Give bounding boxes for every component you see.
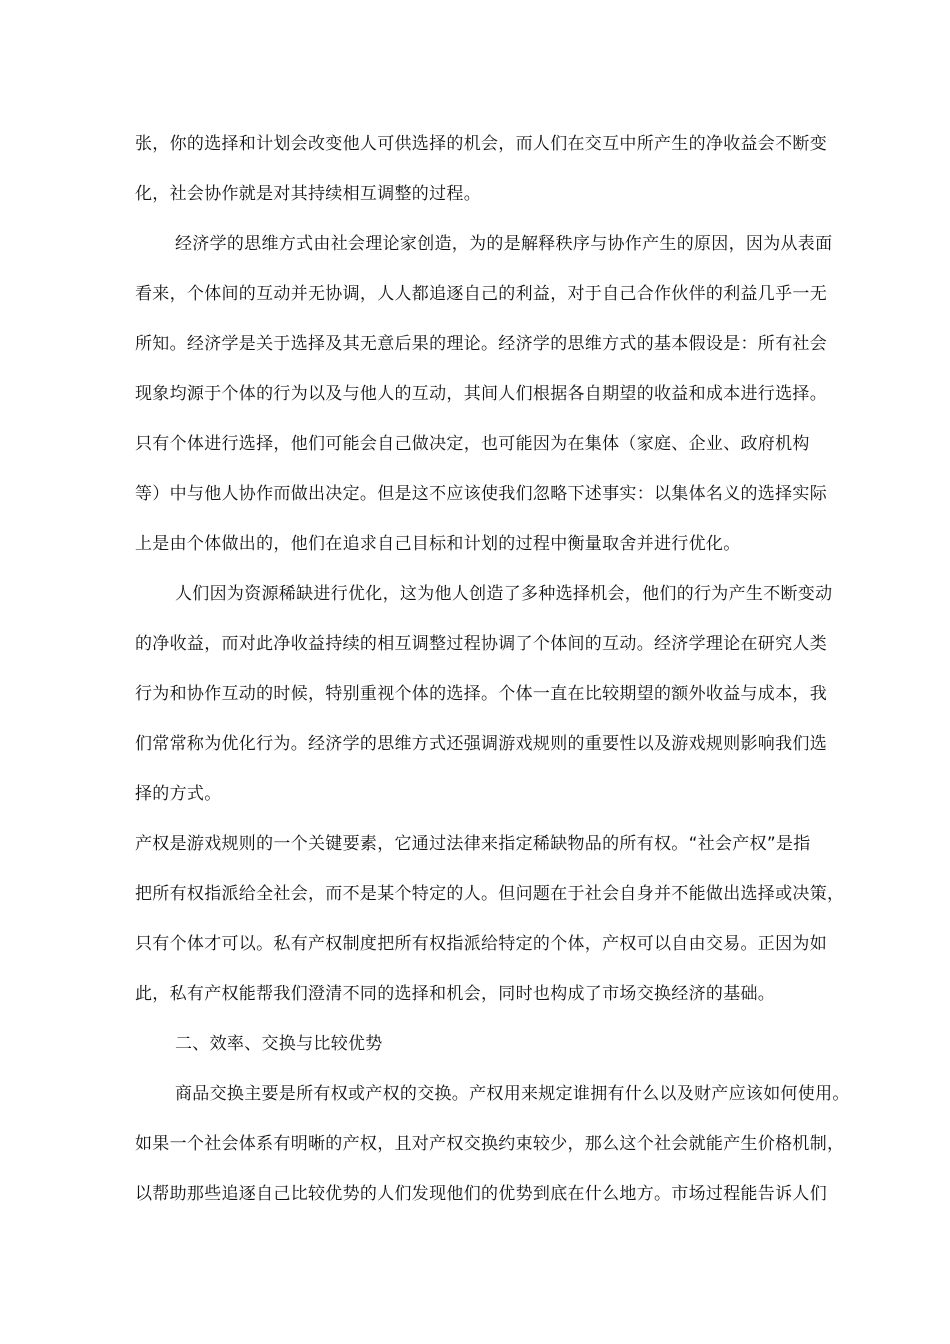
text-line: 此，私有产权能帮我们澄清不同的选择和机会，同时也构成了市场交换经济的基础。 — [135, 984, 776, 1004]
text-line: 上是由个体做出的，他们在追求自己目标和计划的过程中衡量取舍并进行优化。 — [135, 534, 741, 554]
section-heading: 二、效率、交换与比较优势 — [175, 1034, 383, 1054]
text-line: 如果一个社会体系有明晰的产权，且对产权交换约束较少，那么这个社会就能产生价格机制， — [135, 1134, 845, 1154]
text-line: 商品交换主要是所有权或产权的交换。产权用来规定谁拥有什么以及财产应该如何使用。 — [175, 1084, 850, 1104]
text-line: 择的方式。 — [135, 784, 222, 804]
text-line: 所知。经济学是关于选择及其无意后果的理论。经济学的思维方式的基本假设是：所有社会 — [135, 334, 827, 354]
text-line: 行为和协作互动的时候，特别重视个体的选择。个体一直在比较期望的额外收益与成本，我 — [135, 684, 827, 704]
text-line: 只有个体进行选择，他们可能会自己做决定，也可能因为在集体（家庭、企业、政府机构 — [135, 434, 810, 454]
text-line: 化，社会协作就是对其持续相互调整的过程。 — [135, 184, 481, 204]
text-line: 把所有权指派给全社会，而不是某个特定的人。但问题在于社会自身并不能做出选择或决策， — [135, 884, 845, 904]
text-line: 张，你的选择和计划会改变他人可供选择的机会，而人们在交互中所产生的净收益会不断变 — [135, 134, 827, 154]
text-line: 产权是游戏规则的一个关键要素，它通过法律来指定稀缺物品的所有权。“社会产权”是指 — [135, 834, 811, 854]
text-line: 现象均源于个体的行为以及与他人的互动，其间人们根据各自期望的收益和成本进行选择。 — [135, 384, 827, 404]
text-line: 经济学的思维方式由社会理论家创造，为的是解释秩序与协作产生的原因，因为从表面 — [175, 234, 833, 254]
text-line: 看来，个体间的互动并无协调，人人都追逐自己的利益，对于自己合作伙伴的利益几乎一无 — [135, 284, 827, 304]
text-line: 只有个体才可以。私有产权制度把所有权指派给特定的个体，产权可以自由交易。正因为如 — [135, 934, 827, 954]
text-line: 的净收益，而对此净收益持续的相互调整过程协调了个体间的互动。经济学理论在研究人类 — [135, 634, 827, 654]
text-line: 人们因为资源稀缺进行优化，这为他人创造了多种选择机会，他们的行为产生不断变动 — [175, 584, 833, 604]
text-line: 等）中与他人协作而做出决定。但是这不应该使我们忽略下述事实：以集体名义的选择实际 — [135, 484, 827, 504]
text-line: 以帮助那些追逐自己比较优势的人们发现他们的优势到底在什么地方。市场过程能告诉人们 — [135, 1184, 827, 1204]
text-line: 们常常称为优化行为。经济学的思维方式还强调游戏规则的重要性以及游戏规则影响我们选 — [135, 734, 827, 754]
